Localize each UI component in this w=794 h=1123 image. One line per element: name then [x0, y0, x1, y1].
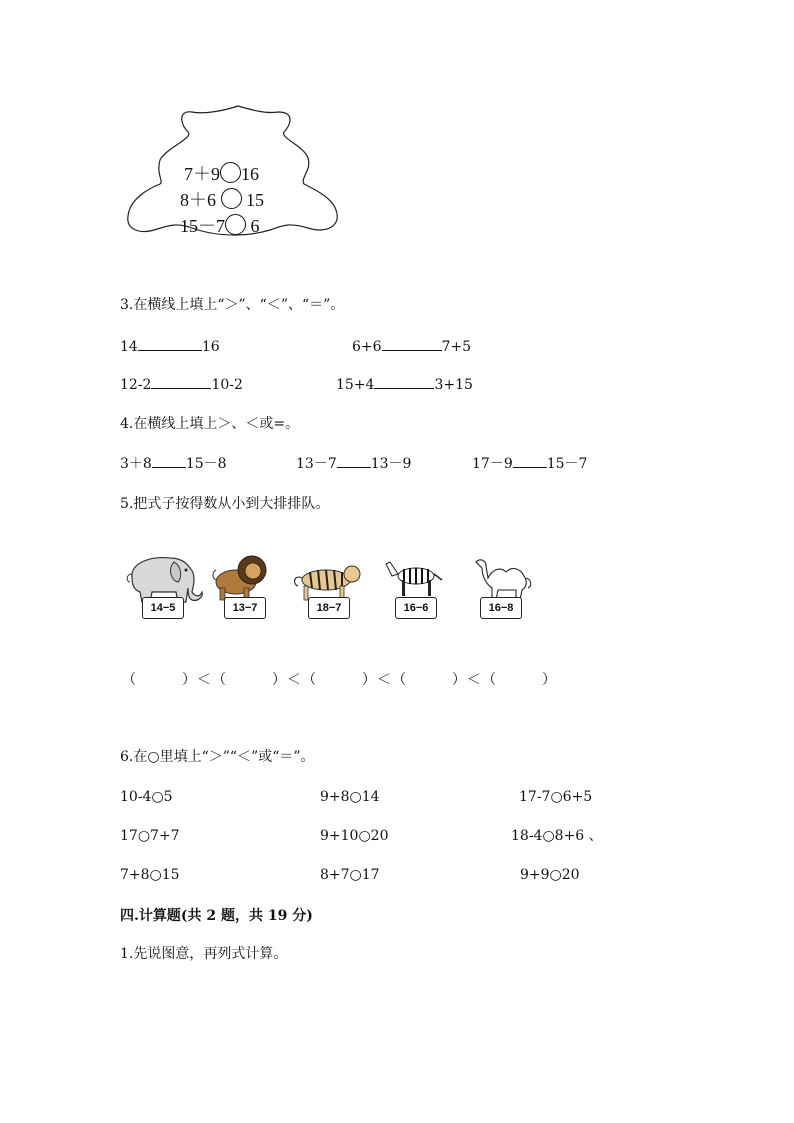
camel-icon	[470, 552, 536, 602]
q4-title: 4.在横线上填上＞、＜或=。	[120, 416, 300, 432]
q6-r1-c3[interactable]: 17-7○6+5	[519, 789, 593, 805]
tree-row-3	[180, 212, 260, 238]
q6-r2-c1[interactable]: 17○7+7	[120, 828, 180, 844]
q4-item-1-a: 3＋8	[120, 456, 152, 472]
tree-row-1	[184, 160, 259, 186]
tree-row-1-left: 7＋9	[184, 164, 220, 184]
q4-item-3-b: 15－7	[546, 456, 588, 472]
answer-blank[interactable]	[138, 337, 202, 351]
q3-item-2-b: 7+5	[441, 339, 472, 355]
expr-box-lion: 13−7	[224, 597, 266, 619]
zebra-icon	[382, 556, 446, 600]
q5-order-line[interactable]: （ ）＜（ ）＜（ ）＜（ ）＜（ ）	[122, 672, 557, 688]
tree-row-3-left: 15－7	[180, 216, 225, 236]
section4-title: 四.计算题(共 2 题，共 19 分)	[120, 908, 313, 924]
q6-r1-c2[interactable]: 9+8○14	[320, 789, 380, 805]
answer-blank[interactable]	[151, 375, 211, 389]
q3-item-2-a: 6+6	[352, 339, 382, 355]
lion-icon	[210, 552, 270, 602]
tree-row-2-right: 15	[246, 190, 264, 210]
q3-item-4-a: 15+4	[336, 377, 375, 393]
answer-blank[interactable]	[382, 337, 442, 351]
answer-blank[interactable]	[152, 454, 186, 468]
answer-blank[interactable]	[513, 454, 547, 468]
q3-item-3-b: 10-2	[211, 377, 243, 393]
answer-blank[interactable]	[374, 375, 434, 389]
q4-item-2	[296, 454, 411, 473]
q6-title: 6.在○里填上“＞”“＜”或“＝”。	[120, 749, 315, 765]
q3-item-3	[120, 375, 243, 394]
q4-item-1-b: 15－8	[185, 456, 227, 472]
expr-box-tiger: 18−7	[308, 597, 350, 619]
compare-circle-3[interactable]	[225, 214, 246, 235]
expr-box-camel: 16−8	[480, 597, 522, 619]
q6-r3-c1[interactable]: 7+8○15	[120, 867, 180, 883]
q6-r3-c2[interactable]: 8+7○17	[320, 867, 380, 883]
q4-item-2-a: 13－7	[296, 456, 337, 472]
section4-q1: 1.先说图意，再列式计算。	[120, 946, 288, 962]
q3-item-4	[336, 375, 473, 394]
expr-box-elephant: 14−5	[142, 597, 184, 619]
q6-r2-c2[interactable]: 9+10○20	[320, 828, 389, 844]
q3-item-1	[120, 337, 220, 356]
q3-item-1-b: 16	[201, 339, 220, 355]
compare-circle-2[interactable]	[221, 188, 242, 209]
q3-title: 3.在横线上填上“＞”、“＜”、“＝”。	[120, 297, 345, 313]
q3-item-2	[352, 337, 471, 356]
q5-title: 5.把式子按得数从小到大排排队。	[120, 496, 330, 512]
tree-row-3-right: 6	[250, 216, 260, 236]
q3-item-1-a: 14	[120, 339, 138, 355]
q6-r2-c3[interactable]: 18-4○8+6 、	[511, 828, 603, 844]
compare-circle-1[interactable]	[220, 162, 241, 183]
tree-row-2-left: 8＋6	[180, 190, 216, 210]
q3-item-3-a: 12-2	[120, 377, 152, 393]
q3-item-4-b: 3+15	[434, 377, 473, 393]
q4-item-1	[120, 454, 227, 473]
tree-row-2	[180, 186, 264, 212]
q4-item-3	[472, 454, 587, 473]
tree-row-1-right: 16	[241, 164, 259, 184]
answer-blank[interactable]	[337, 454, 371, 468]
q4-item-3-a: 17－9	[472, 456, 513, 472]
q6-r1-c1[interactable]: 10-4○5	[120, 789, 173, 805]
q4-item-2-b: 13－9	[370, 456, 412, 472]
q6-r3-c3[interactable]: 9+9○20	[520, 867, 580, 883]
expr-box-zebra: 16−6	[395, 597, 437, 619]
